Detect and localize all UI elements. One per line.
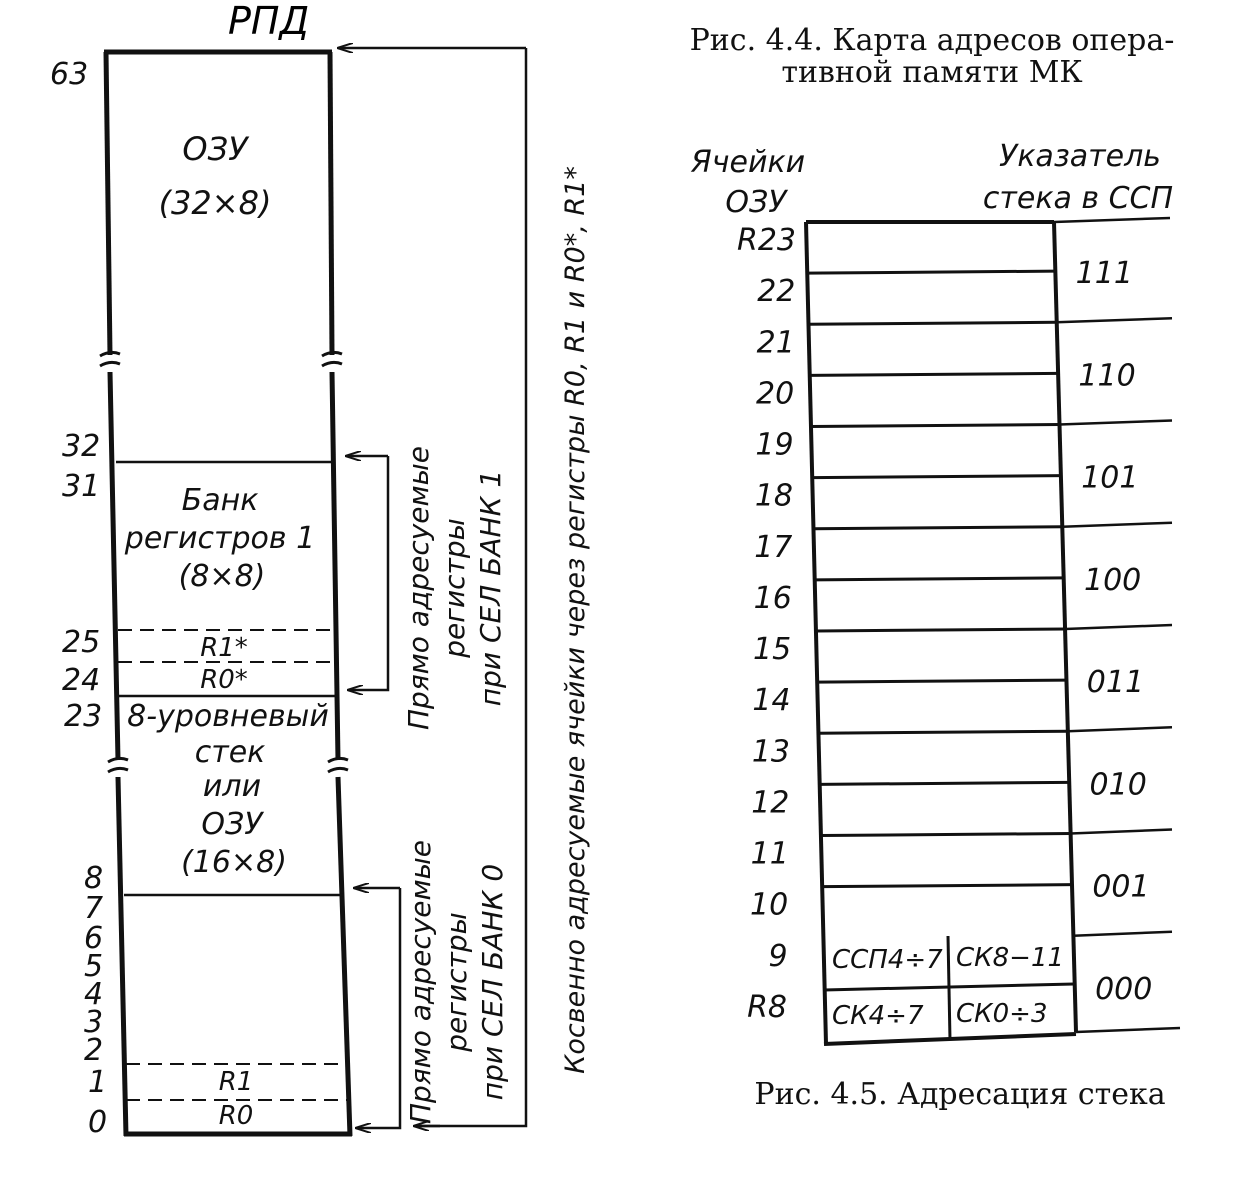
side-indirect: Косвенно адресуемые ячейки через регистры R0, R1 и R0*, R1* (560, 166, 591, 1074)
fig44-caption-line1: Рис. 4.4. Карта адресов опера- (689, 23, 1175, 58)
cell9-left: ССП4÷7 (832, 945, 943, 975)
stack-title-2: стек (194, 735, 266, 770)
cell-label: 19 (755, 427, 794, 463)
stack-ram: ОЗУ (201, 807, 263, 842)
cell-labels (737, 223, 796, 1025)
address-label: 6 (84, 921, 104, 956)
pointer-divider (1062, 523, 1172, 527)
fig44-caption-line2: тивной памяти МК (781, 55, 1083, 90)
side-bank0-line3: при СЕЛ БАНК 0 (476, 863, 509, 1101)
address-label: 32 (62, 429, 101, 464)
pointer-label: 011 (1086, 665, 1145, 701)
pointer-label: 001 (1092, 869, 1150, 905)
cell-label: 22 (757, 274, 796, 310)
address-label: 23 (64, 699, 103, 734)
address-label: 3 (84, 1005, 104, 1040)
address-label: 1 (88, 1065, 108, 1100)
address-label: 2 (84, 1033, 104, 1068)
pointer-label: 000 (1095, 971, 1153, 1007)
address-label: 0 (88, 1105, 108, 1140)
cell-label: 21 (756, 325, 795, 361)
bank0-bracket (356, 888, 400, 1128)
pointer-divider (1057, 318, 1172, 322)
address-label: 7 (84, 891, 104, 926)
address-label: 31 (62, 469, 101, 504)
pointer-label: 010 (1089, 767, 1147, 803)
cell-label: R23 (736, 223, 796, 259)
side-bank1-line2: регистры (438, 518, 471, 658)
pointer-divider (1060, 421, 1172, 425)
cell-label: 16 (753, 580, 792, 616)
pointer-divider (1073, 932, 1172, 936)
cellR8-left: СК4÷7 (832, 1001, 924, 1031)
stack-size: (16×8) (181, 845, 287, 880)
cell-label: 20 (756, 376, 795, 412)
cell-label: 18 (754, 478, 793, 514)
col-pointer-header-2: стека в ССП (982, 181, 1174, 216)
stack-row-line (815, 578, 1064, 580)
cell9-right: СК8−11 (956, 943, 1065, 973)
stack-row-line (813, 527, 1062, 529)
cellR8-right: СК0÷3 (956, 999, 1048, 1029)
rpd-label: РПД (228, 0, 310, 43)
side-texts (402, 166, 591, 1124)
reg-r0-star: R0* (200, 665, 248, 695)
stack-row-line (822, 885, 1072, 887)
pointer-labels (1076, 256, 1153, 1007)
stack-or: или (202, 769, 262, 804)
reg-r0: R0 (218, 1101, 254, 1131)
cell-label: R8 (747, 989, 787, 1025)
figure-4-5 (690, 139, 1180, 1112)
bank1-title-2: регистров 1 (124, 521, 316, 556)
side-bank0-line1: Прямо адресуемые (404, 840, 437, 1124)
stack-row-line (820, 782, 1070, 784)
cell-label: 12 (751, 785, 790, 821)
pointer-divider (1065, 625, 1172, 629)
pointer-label: 111 (1075, 256, 1133, 292)
stack-row-line (807, 271, 1055, 273)
address-label: 5 (84, 949, 104, 984)
pointer-label: 100 (1083, 562, 1142, 598)
pointer-label: 110 (1078, 358, 1136, 394)
cell-label: 13 (751, 734, 790, 770)
fig45-caption: Рис. 4.5. Адресация стека (754, 1077, 1166, 1112)
stack-row-line (808, 322, 1056, 324)
ram-block-size: (32×8) (158, 184, 272, 222)
reg-r1-star: R1* (200, 633, 248, 663)
side-bank1-line1: Прямо адресуемые (402, 446, 435, 730)
pointer-label: 101 (1081, 460, 1139, 496)
stack-row-line (812, 476, 1061, 478)
bank1-size: (8×8) (178, 559, 266, 594)
bank1-title: Банк (181, 483, 259, 518)
stack-row-line (811, 425, 1060, 427)
stack-table (806, 218, 1180, 1044)
cell-label: 10 (750, 887, 789, 923)
col-cells-header-2: ОЗУ (725, 185, 787, 220)
cell-label: 17 (754, 529, 793, 565)
ram-block-title: ОЗУ (182, 130, 248, 168)
stack-row-line (816, 629, 1065, 631)
pointer-divider (1068, 727, 1172, 731)
cell-label: 9 (768, 938, 788, 974)
pointer-divider (1076, 1028, 1180, 1032)
stack-row-line (818, 731, 1067, 733)
bank1-bracket (348, 456, 388, 690)
address-label: 24 (62, 663, 101, 698)
cell-label: 15 (753, 632, 792, 668)
reg-r1: R1 (218, 1067, 254, 1097)
address-labels (50, 57, 107, 1140)
cell-label: 11 (750, 836, 789, 872)
address-label: 63 (50, 57, 89, 92)
column-headers (690, 139, 1173, 220)
side-bank0-line2: регистры (440, 912, 473, 1052)
stack-row-line (810, 373, 1058, 375)
cell-label: 14 (752, 683, 791, 719)
col-pointer-header: Указатель (999, 139, 1161, 174)
stack-row-line (817, 680, 1066, 682)
address-label: 8 (84, 861, 104, 896)
address-label: 4 (84, 977, 104, 1012)
col-cells-header: Ячейки (690, 145, 806, 180)
stack-row-line (821, 834, 1071, 836)
stack-title: 8-уровневый (127, 699, 329, 734)
side-bank1-line3: при СЕЛ БАНК 1 (474, 469, 507, 707)
pointer-divider (1071, 830, 1172, 834)
address-label: 25 (62, 625, 101, 660)
